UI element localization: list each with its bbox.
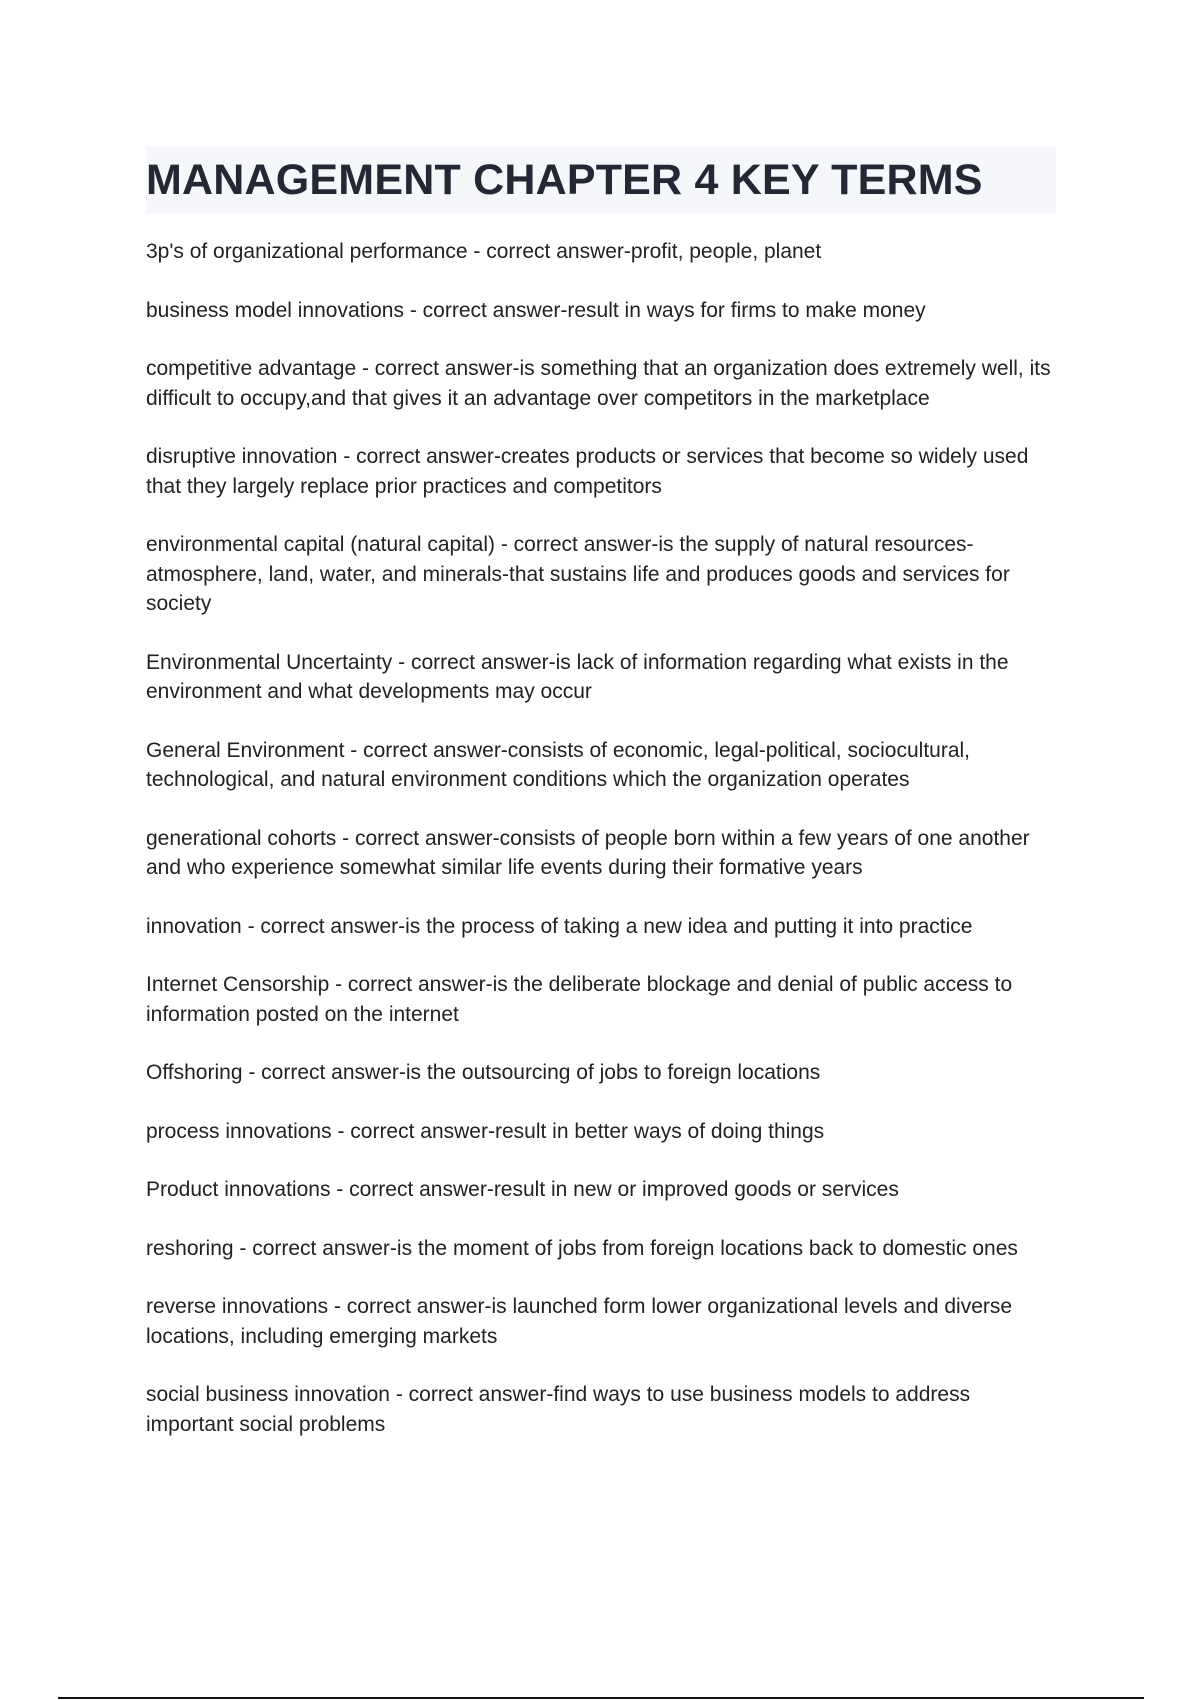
term-entry-environmental-uncertainty: Environmental Uncertainty - correct answer-is lack of information regarding what exists in the environment and what developments may occur [146, 650, 1009, 703]
term-entry-disruptive-innovation: disruptive innovation - correct answer-creates products or services that become so widely used that they largely replace prior practices and competitors [146, 445, 1029, 498]
key-terms-list [146, 237, 1061, 1468]
term-entry-innovation: innovation - correct answer-is the process of taking a new idea and putting it into practice [146, 914, 973, 938]
term-entry-social-business-innovation: social business innovation - correct answer-find ways to use business models to address important social problems [146, 1383, 971, 1436]
term-entry-product-innovations: Product innovations - correct answer-result in new or improved goods or services [146, 1178, 899, 1201]
title-banner [146, 146, 1056, 214]
footer-divider [58, 1697, 1144, 1699]
term-entry-3ps: 3p's of organizational performance - correct answer-profit, people, planet [146, 240, 822, 263]
term-entry-process-innovations: process innovations - correct answer-result in better ways of doing things [146, 1119, 825, 1143]
term-entry-competitive-advantage: competitive advantage - correct answer-is something that an organization does extremely well, its difficult to occupy,and that gives it an advantage over competitors in the marketplace [146, 357, 1051, 410]
term-entry-reverse-innovations: reverse innovations - correct answer-is launched form lower organizational levels and diverse locations, including emerging markets [146, 1295, 1013, 1348]
term-entry-general-environment: General Environment - correct answer-consists of economic, legal-political, sociocultural, technological, and natural environment conditions which the organization operates [146, 738, 971, 791]
document-title: MANAGEMENT CHAPTER 4 KEY TERMS [146, 156, 983, 204]
term-entry-reshoring: reshoring - correct answer-is the moment of jobs from foreign locations back to domestic ones [146, 1236, 1018, 1260]
term-entry-environmental-capital: environmental capital (natural capital) - correct answer-is the supply of natural resources-atmosphere, land, water, and minerals-that sustains life and produces goods and services for society [146, 533, 1010, 615]
term-entry-internet-censorship: Internet Censorship - correct answer-is the deliberate blockage and denial of public access to information posted on the internet [146, 973, 1013, 1026]
term-entry-generational-cohorts: generational cohorts - correct answer-consists of people born within a few years of one another and who experience somewhat similar life events during their formative years [146, 826, 1030, 879]
term-entry-offshoring: Offshoring - correct answer-is the outsourcing of jobs to foreign locations [146, 1061, 821, 1084]
term-entry-business-model-innovations: business model innovations - correct answer-result in ways for firms to make money [146, 298, 926, 322]
